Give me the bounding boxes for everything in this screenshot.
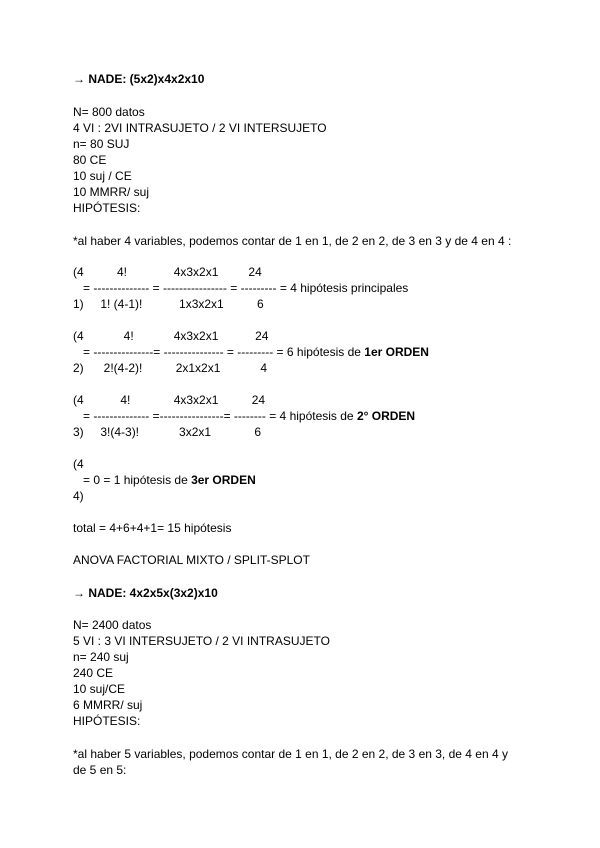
combination-2-mid: = ---------------= --------------- = --------- = 6 hipótesis de 1er ORDEN [73, 345, 429, 359]
ce-line-2: 240 CE [73, 666, 114, 680]
vi-line: 4 VI : 2VI INTRASUJETO / 2 VI INTERSUJETO [73, 121, 327, 135]
combination-1-bottom: 1) 1! (4-1)! 1x3x2x1 6 [73, 297, 264, 311]
total-data-line: N= 800 datos [73, 105, 145, 119]
combination-2-top: (4 4! 4x3x2x1 24 [73, 329, 269, 343]
intro-text-2-line1: *al haber 5 variables, podemos contar de 1 en 1, de 2 en 2, de 3 en 3, de 4 en 4 y [73, 747, 508, 761]
combination-1-mid: = -------------- = ---------------- = --------- = 4 hipótesis principales [73, 281, 409, 295]
mmrr-line: 10 MMRR/ suj [73, 185, 150, 199]
combination-4-top: (4 [73, 457, 84, 471]
suj-per-ce-line-2: 10 suj/CE [73, 682, 126, 696]
combination-3-mid: = -------------- =----------------= -------- = 4 hipótesis de 2° ORDEN [73, 409, 416, 423]
vi-line-2: 5 VI : 3 VI INTERSUJETO / 2 VI INTRASUJETO [73, 634, 330, 648]
anova-title: ANOVA FACTORIAL MIXTO / SPLIT-SPLOT [73, 553, 310, 567]
intro-text-2-line2: de 5 en 5: [73, 763, 127, 777]
combination-1-top: (4 4! 4x3x2x1 24 [73, 265, 262, 279]
hypothesis-label: HIPÓTESIS: [73, 201, 141, 215]
combination-2-bottom: 2) 2!(4-2)! 2x1x2x1 4 [73, 361, 268, 375]
combination-3-bottom: 3) 3!(4-3)! 3x2x1 6 [73, 425, 262, 439]
mmrr-line-2: 6 MMRR/ suj [73, 698, 143, 712]
total-hypotheses: total = 4+6+4+1= 15 hipótesis [73, 521, 232, 535]
combination-3-top: (4 4! 4x3x2x1 24 [73, 393, 266, 407]
total-data-line-2: N= 2400 datos [73, 618, 152, 632]
suj-per-ce-line: 10 suj / CE [73, 169, 132, 183]
combination-4-bottom: 4) [73, 489, 84, 503]
intro-text-1: *al haber 4 variables, podemos contar de 1 en 1, de 2 en 2, de 3 en 3 y de 4 en 4 : [73, 234, 512, 248]
combination-4-mid: = 0 = 1 hipótesis de 3er ORDEN [73, 473, 256, 487]
subjects-line-2: n= 240 suj [73, 650, 129, 664]
ce-line: 80 CE [73, 153, 107, 167]
subjects-line: n= 80 SUJ [73, 137, 130, 151]
nade-heading-1: → NADE: (5x2)x4x2x10 [73, 72, 205, 86]
hypothesis-label-2: HIPÓTESIS: [73, 714, 141, 728]
nade-heading-2: → NADE: 4x2x5x(3x2)x10 [73, 586, 218, 600]
